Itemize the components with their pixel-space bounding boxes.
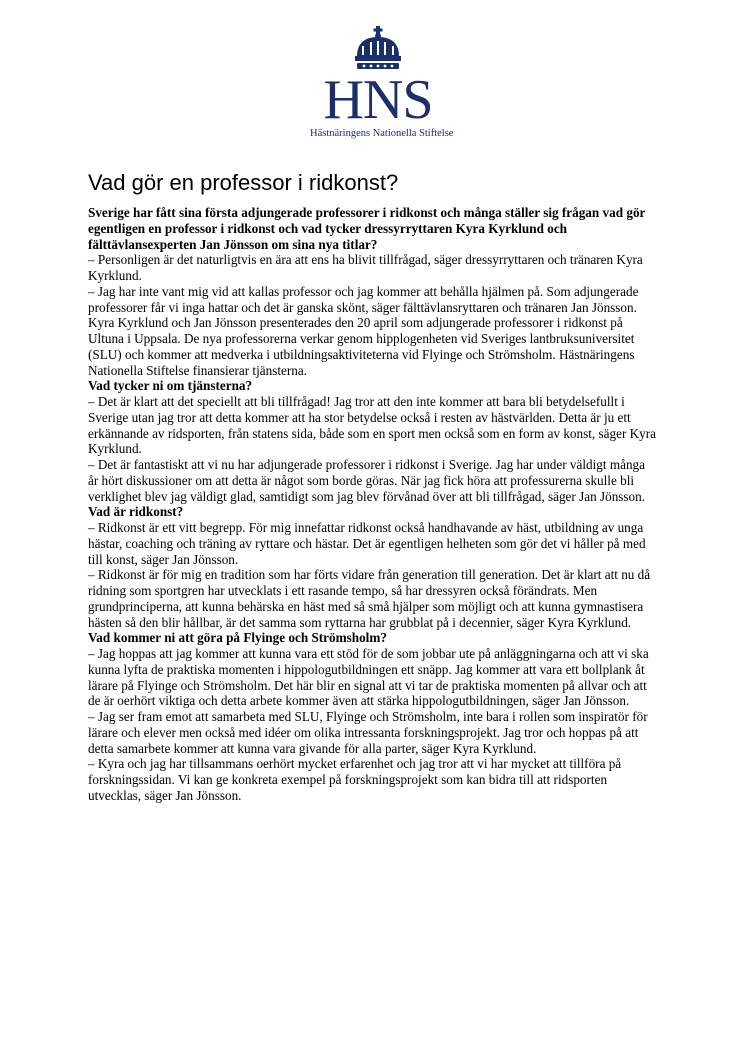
paragraph: – Personligen är det naturligtvis en ära att ens ha blivit tillfrågad, säger dressyrryttaren och tränaren Kyra Kyrklund. (88, 252, 643, 283)
paragraph: – Kyra och jag har tillsammans oerhört mycket erfarenhet och jag tror att vi har mycket att tillföra på forskningssidan. Vi kan ge konkreta exempel på forskningsprojekt som kan bidra till att ridsporten utvecklas, säger Jan Jönsson. (88, 756, 622, 803)
paragraph: – Jag ser fram emot att samarbeta med SLU, Flyinge och Strömsholm, inte bara i rollen som inspiratör för lärare och elever men också med idéer om olika intressanta forskningsprojekt. Jag tror och hoppas på att detta samarbete kommer att kunna vara givande för alla parter, säger Kyra Kyrklund. (88, 709, 648, 756)
article-lead: Sverige har fått sina första adjungerade professorer i ridkonst och många ställer sig frågan vad gör egentligen en professor i ridkonst och vad tycker dressyrryttaren Kyra Kyrklund och fälttävlansexperten Jan Jönsson om sina nya titlar? (88, 205, 646, 252)
crown-icon (349, 26, 407, 72)
section-heading: Vad är ridkonst? (88, 504, 184, 520)
article-body (88, 205, 658, 804)
article-title: Vad gör en professor i ridkonst? (88, 170, 399, 195)
section-heading: Vad tycker ni om tjänsterna? (88, 378, 253, 394)
paragraph: – Det är fantastiskt att vi nu har adjungerade professorer i ridkonst i Sverige. Jag har under väldigt många år hört diskussioner om att detta är något som borde göras. När jag fick höra att professurerna skulle bli verklighet blev jag väldigt glad, samtidigt som jag blev förvånad över att bli tillfrågad, säger Jan Jönsson. (88, 457, 646, 504)
paragraph: – Jag hoppas att jag kommer att kunna vara ett stöd för de som jobbar ute på anläggningarna och att vi ska kunna lyfta de praktiska momenten i hippologutbildningen ett snäpp. Jag kommer att vara ett bollplank åt lärare på Flyinge och Strömsholm. Det här blir en signal att vi tar de praktiska momenten på allvar och att de är oerhört viktiga och detta arbete kommer även att stärka hippologutbildningen, säger Jan Jönsson. (88, 646, 649, 709)
logo-caption: Hästnäringens Nationella Stiftelse (310, 128, 454, 139)
paragraph: Kyra Kyrklund och Jan Jönsson presenterades den 20 april som adjungerade professorer i ridkonst på Ultuna i Uppsala. De nya professorerna verkar genom hipplogenheten vid Sveriges lantbruksuniversitet (SLU) och kommer att medverka i utbildningsaktiviteterna vid Flyinge och Strömsholm. Hästnäringens Nationella Stiftelse finansierar tjänsterna. (88, 315, 635, 378)
hns-logo (310, 26, 454, 140)
logo-letters: HNS (323, 69, 433, 131)
paragraph: – Det är klart att det speciellt att bli tillfrågad! Jag tror att den inte kommer att bara bli betydelsefullt i Sverige utan jag tror att detta kommer att ha stor betydelse också i resten av hästvärlden. Detta är ju ett erkännande av ridsporten, från statens sida, både som en sport men också som en form av konst, säger Kyra Kyrklund. (88, 394, 656, 457)
section-heading: Vad kommer ni att göra på Flyinge och Strömsholm? (88, 630, 387, 646)
paragraph: – Ridkonst är för mig en tradition som har förts vidare från generation till generation. Det är klart att nu då ridning som sportgren har utvecklats i ett rasande tempo, så har dressyren också förändrats. Men grundprinciperna, att kunna behärska en häst med så små hjälper som möjligt och att kunna gymnastisera hästen så den blir hållbar, är det samma som ryttarna har grubblat på i decennier, säger Kyra Kyrklund. (88, 567, 651, 630)
paragraph: – Jag har inte vant mig vid att kallas professor och jag kommer att behålla hjälmen på. Som adjungerade professorer får vi inga hattar och det är ganska skönt, säger fälttävlansryttaren och tränaren Jan Jönsson. (88, 283, 639, 315)
paragraph: – Ridkonst är ett vitt begrepp. För mig innefattar ridkonst också handhavande av häst, utbildning av unga hästar, coaching och träning av ryttare och hästar. Det är egentligen helheten som gör det vi håller på med till konst, säger Jan Jönsson. (88, 520, 646, 567)
